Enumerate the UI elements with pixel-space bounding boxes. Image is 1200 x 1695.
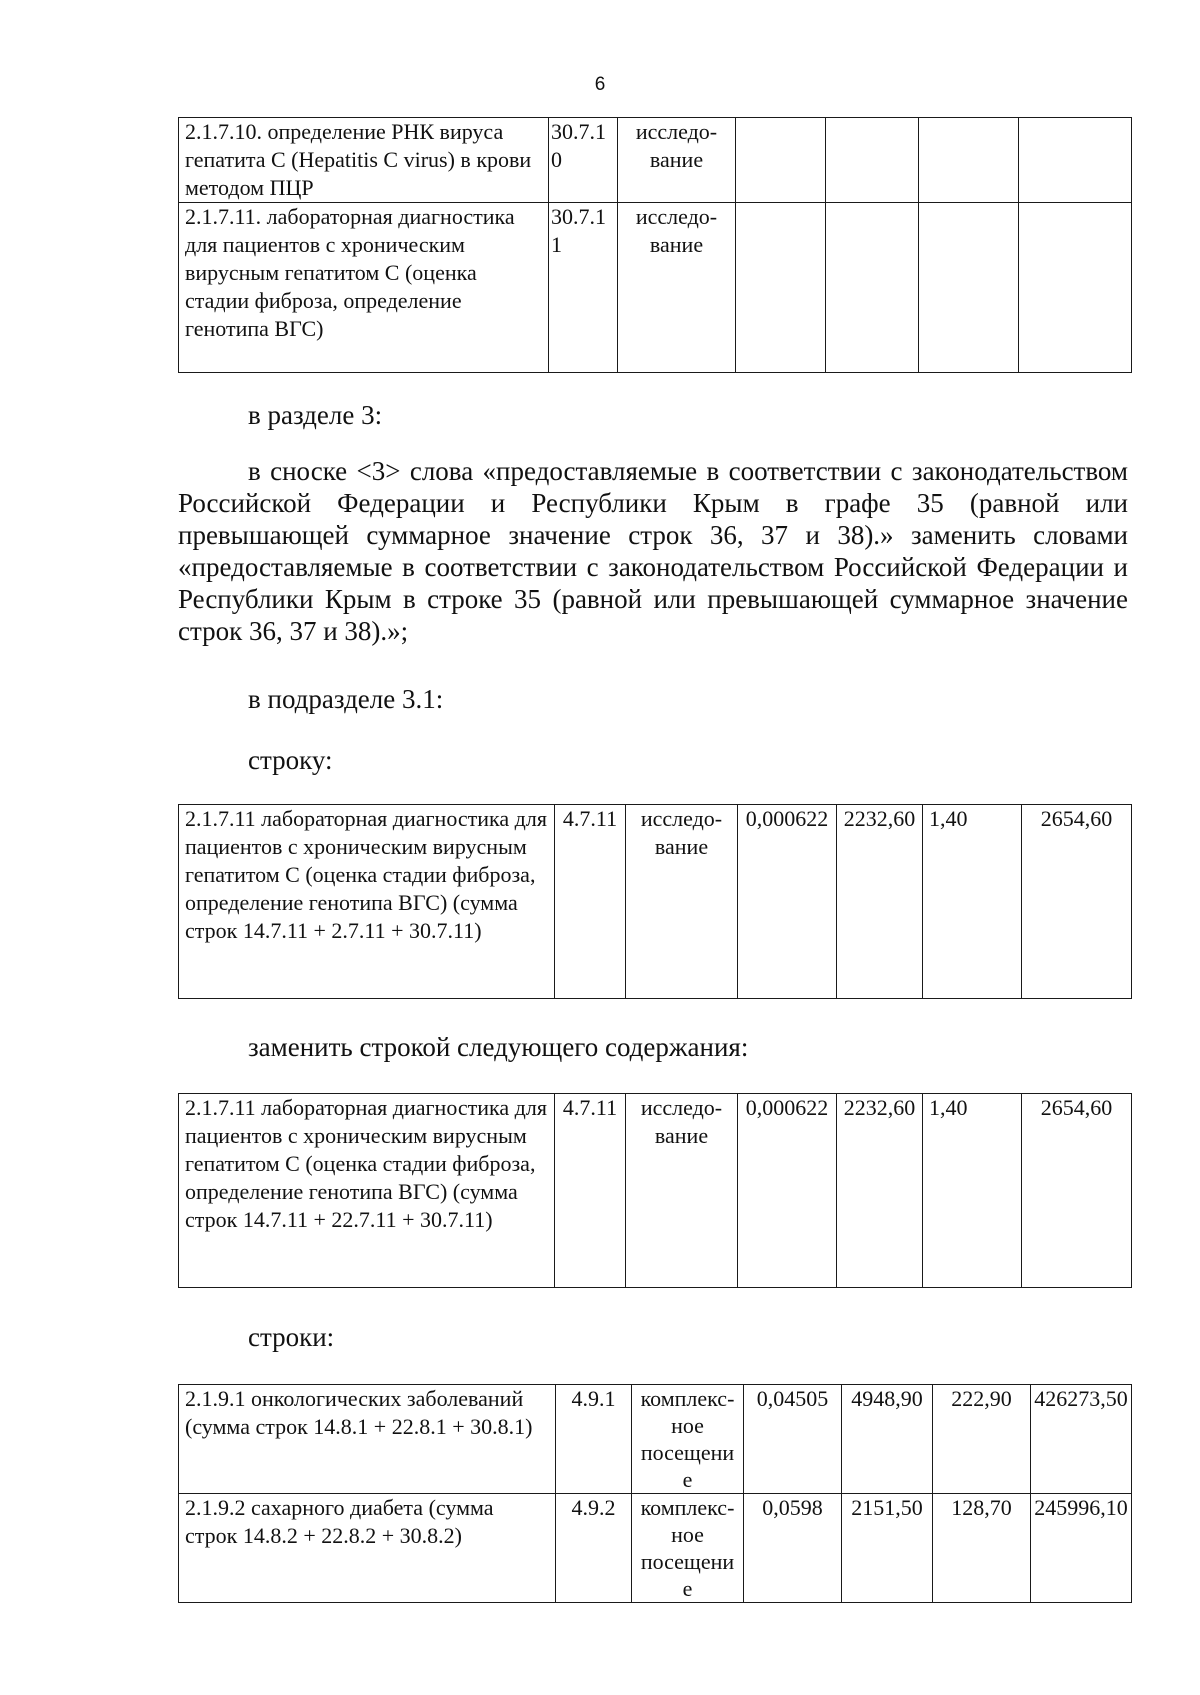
row-value: 2151,50 (842, 1494, 933, 1603)
table-row (179, 1094, 1132, 1288)
subsection-heading: в подразделе 3.1: (248, 684, 444, 714)
empty-cell (919, 203, 1019, 373)
page-number: 6 (594, 74, 606, 95)
row-value: 2654,60 (1022, 1094, 1132, 1288)
row-value: 2232,60 (837, 1094, 923, 1288)
table-row (179, 805, 1132, 999)
empty-cell (826, 118, 919, 203)
row-value: 1,40 (923, 805, 1022, 999)
row-value: 426273,50 (1031, 1385, 1132, 1494)
row-value: 0,04505 (744, 1385, 842, 1494)
empty-cell (1019, 118, 1132, 203)
row-name: 2.1.7.11 лабораторная диагностика для пациентов с хроническим вирусным гепатитом С (оценка стадии фиброза, определение генотипа ВГС) (сумма строк 14.7.11 + 22.7.11 + 30.7.11) (179, 1094, 555, 1288)
row-label: строку: (248, 745, 333, 775)
row-name: 2.1.7.11. лабораторная диагностика для пациентов с хроническим вирусным гепатитом С (оценка стадии фиброза, определение генотипа ВГС) (179, 203, 549, 373)
empty-cell (736, 203, 826, 373)
row-unit: комплекс-ное посещение (632, 1385, 744, 1494)
row-value: 222,90 (933, 1385, 1031, 1494)
row-code: 4.9.2 (556, 1494, 632, 1603)
section-heading: в разделе 3: (248, 400, 383, 430)
footnote-paragraph: в сноске <3> слова «предоставляемые в соответствии с законодательством Российской Федерации и Республики Крым в графе 35 (равной или превышающей суммарное значение строк 36, 37 и 38).» заменить словами «предоставляемые в соответствии с законодательством Российской Федерации и Республики Крым в строке 35 (равной или превышающей суммарное значение строк 36, 37 и 38).»; (178, 456, 1128, 646)
row-value: 245996,10 (1031, 1494, 1132, 1603)
row-code: 30.7.10 (549, 118, 618, 203)
row-value: 2232,60 (837, 805, 923, 999)
row-value: 2654,60 (1022, 805, 1132, 999)
row-unit: исследо-вание (626, 1094, 738, 1288)
row-name: 2.1.9.2 сахарного диабета (сумма строк 14.8.2 + 22.8.2 + 30.8.2) (179, 1494, 556, 1603)
empty-cell (919, 118, 1019, 203)
row-value: 1,40 (923, 1094, 1022, 1288)
table-row (179, 1494, 1132, 1603)
row-value: 4948,90 (842, 1385, 933, 1494)
row-value: 128,70 (933, 1494, 1031, 1603)
row-unit: исследо-вание (618, 203, 736, 373)
table-row (179, 203, 1132, 373)
replace-label: заменить строкой следующего содержания: (248, 1032, 749, 1062)
rows-label: строки: (248, 1322, 335, 1352)
table-lab-tests (178, 117, 1132, 373)
row-code: 4.7.11 (555, 805, 626, 999)
table-visit-rows (178, 1384, 1132, 1603)
row-unit: исследо-вание (618, 118, 736, 203)
row-name: 2.1.7.10. определение РНК вируса гепатита С (Hepatitis С virus) в крови методом ПЦР (179, 118, 549, 203)
row-code: 4.7.11 (555, 1094, 626, 1288)
table-new-row (178, 1093, 1132, 1288)
row-name: 2.1.9.1 онкологических заболеваний (сумма строк 14.8.1 + 22.8.1 + 30.8.1) (179, 1385, 556, 1494)
row-value: 0,0598 (744, 1494, 842, 1603)
empty-cell (1019, 203, 1132, 373)
row-unit: исследо-вание (626, 805, 738, 999)
row-value: 0,000622 (738, 805, 837, 999)
empty-cell (826, 203, 919, 373)
row-code: 4.9.1 (556, 1385, 632, 1494)
row-unit: комплекс-ное посещение (632, 1494, 744, 1603)
row-value: 0,000622 (738, 1094, 837, 1288)
table-row (179, 1385, 1132, 1494)
row-code: 30.7.11 (549, 203, 618, 373)
table-row (179, 118, 1132, 203)
row-name: 2.1.7.11 лабораторная диагностика для пациентов с хроническим вирусным гепатитом С (оценка стадии фиброза, определение генотипа ВГС) (сумма строк 14.7.11 + 2.7.11 + 30.7.11) (179, 805, 555, 999)
table-old-row (178, 804, 1132, 999)
empty-cell (736, 118, 826, 203)
